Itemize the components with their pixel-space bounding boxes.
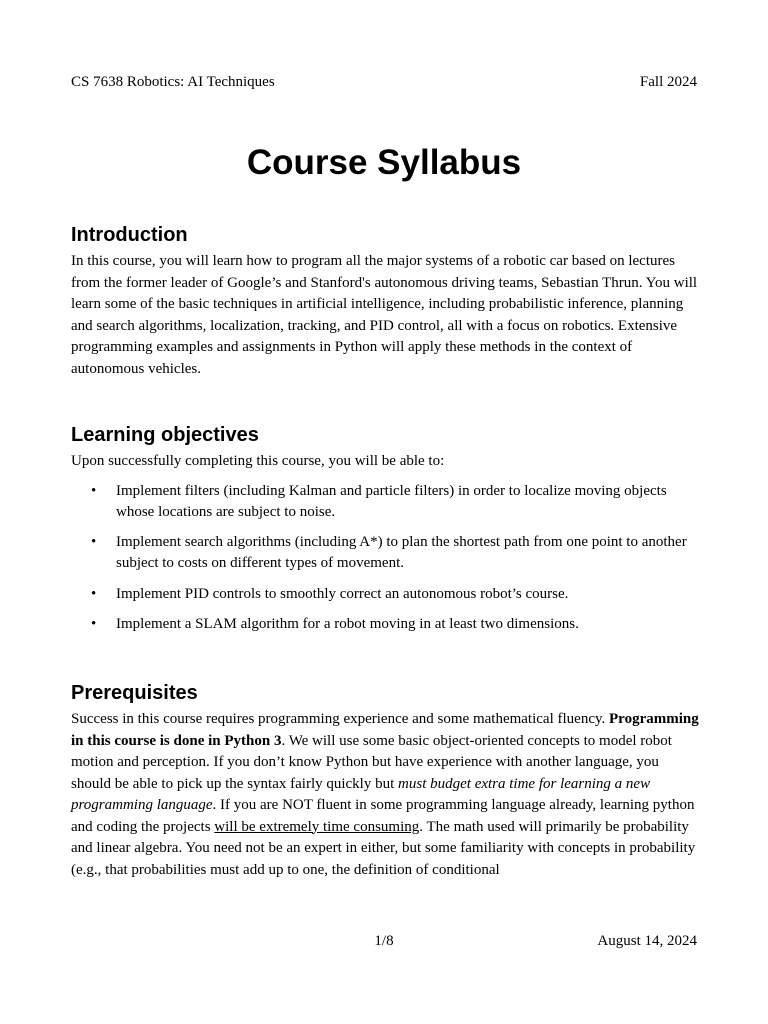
list-item xyxy=(71,614,701,635)
course-title: CS 7638 Robotics: AI Techniques xyxy=(71,74,275,90)
prereq-text-1: Success in this course requires programming experience and some mathematical fluency. xyxy=(71,711,610,727)
introduction-heading: Introduction xyxy=(71,224,188,246)
prerequisites-section xyxy=(71,680,701,881)
introduction-body: In this course, you will learn how to program all the major systems of a robotic car based on lectures from the former leader of Google’s and Stanford's autonomous driving teams, Sebastian Thrun. You will learn some of the basic techniques in artificial intelligence, including probabilistic inference, planning and search algorithms, localization, tracking, and PID control, all with a focus on robotics. Extensive programming examples and assignments in Python will apply these methods in the context of autonomous vehicles. xyxy=(71,253,698,377)
objective-text: Implement filters (including Kalman and particle filters) in order to localize moving objects whose locations are subject to noise. xyxy=(116,482,667,520)
footer-date: August 14, 2024 xyxy=(597,933,697,949)
prereq-text-2: . We will use some basic object-oriented concepts to model robot motion and perception. If you don’t know Python but have experience with another language, you should be able to pick up the syntax fairly quickly but xyxy=(71,732,672,792)
objective-text: Implement search algorithms (including A*) to plan the shortest path from one point to another subject to costs on different types of movement. xyxy=(116,534,687,571)
prerequisites-body xyxy=(71,709,701,881)
bullet-icon: • xyxy=(91,534,97,550)
bullet-icon: • xyxy=(91,585,97,602)
introduction-section xyxy=(71,222,701,380)
page-header xyxy=(71,72,697,92)
prereq-underline-text: will be extremely time consuming xyxy=(214,818,420,835)
prereq-text-3: . If you are NOT fluent in some programming language already, learning python and coding the projects xyxy=(71,797,695,835)
objective-text: Implement PID controls to smoothly correct an autonomous robot’s course. xyxy=(116,585,569,602)
term-label: Fall 2024 xyxy=(639,74,697,90)
bullet-icon: • xyxy=(91,482,97,499)
objective-text: Implement a SLAM algorithm for a robot moving in at least two dimensions. xyxy=(116,616,579,632)
list-item xyxy=(71,481,701,523)
list-item xyxy=(71,532,701,574)
objectives-lead: Upon successfully completing this course, you will be able to: xyxy=(71,453,445,469)
bullet-icon: • xyxy=(91,616,97,632)
page-number: 1/8 xyxy=(374,933,394,949)
list-item xyxy=(71,584,701,605)
prereq-bold-text: Programming in this course is done in Python 3 xyxy=(71,711,699,749)
prerequisites-heading: Prerequisites xyxy=(71,682,198,704)
objectives-heading: Learning objectives xyxy=(71,424,259,446)
objectives-list xyxy=(71,481,701,636)
document-title: Course Syllabus xyxy=(246,143,522,182)
prereq-text-4: . The math used will primarily be probability and linear algebra. You need not be an expert in either, but some familiarity with concepts in probability (e.g., that probabilities must add up to one, the definition of conditional xyxy=(71,818,696,878)
objectives-section xyxy=(71,422,701,645)
prereq-italic-text: must budget extra time for learning a new programming language xyxy=(71,775,651,813)
